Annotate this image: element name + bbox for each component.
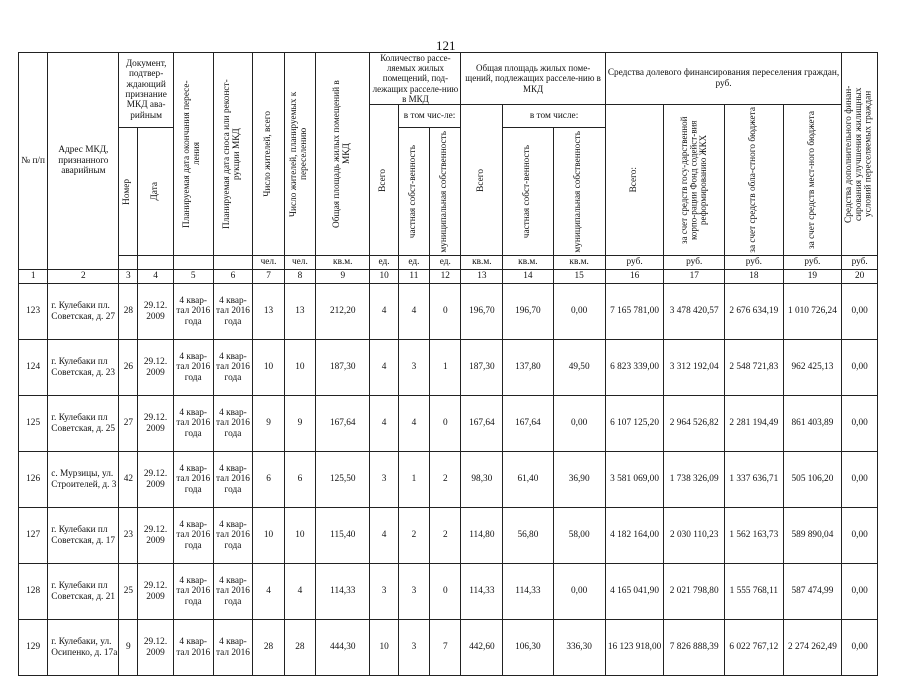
doc-number-cell: 9 — [119, 620, 138, 676]
total-area-cell: 167,64 — [316, 396, 370, 452]
row-number: 128 — [19, 564, 48, 620]
funds-fund-cell: 3 478 420,57 — [664, 284, 725, 340]
rooms-total-cell: 4 — [370, 508, 398, 564]
funds-fund-cell: 2 030 110,23 — [664, 508, 725, 564]
area-total-cell: 442,60 — [461, 620, 503, 676]
page-number: 121 — [436, 38, 456, 53]
planned-end-cell: 4 квар-тал 2016 года — [173, 564, 213, 620]
header-area-incl: в том числе: — [503, 105, 606, 128]
doc-date-cell: 29.12. 2009 — [138, 284, 174, 340]
area-municipal-cell: 0,00 — [553, 564, 605, 620]
unit-cell: кв.м. — [461, 256, 503, 270]
col-number: 2 — [48, 270, 119, 284]
col-number: 14 — [503, 270, 553, 284]
area-municipal-cell: 0,00 — [553, 284, 605, 340]
funds-local-cell: 587 474,99 — [783, 564, 842, 620]
residents-total-cell: 28 — [253, 620, 284, 676]
header-area-total: Всего — [461, 105, 503, 256]
total-area-cell: 444,30 — [316, 620, 370, 676]
doc-date-cell: 29.12. 2009 — [138, 452, 174, 508]
header-doc-number: Номер — [119, 127, 138, 255]
planned-demolition-cell: 4 квар-тал 2016 года — [213, 564, 253, 620]
extra-funds-cell: 0,00 — [842, 340, 878, 396]
rooms-private-cell: 4 — [398, 396, 429, 452]
col-number: 5 — [173, 270, 213, 284]
resettlement-table — [18, 52, 878, 676]
rooms-total-cell: 3 — [370, 564, 398, 620]
area-private-cell: 114,33 — [503, 564, 553, 620]
address-cell: г. Кулебаки пл Советская, д. 21 — [48, 564, 119, 620]
total-area-cell: 212,20 — [316, 284, 370, 340]
rooms-private-cell: 4 — [398, 284, 429, 340]
rooms-total-cell: 4 — [370, 396, 398, 452]
rooms-private-cell: 3 — [398, 620, 429, 676]
residents-total-cell: 4 — [253, 564, 284, 620]
funds-total-cell: 3 581 069,00 — [605, 452, 664, 508]
extra-funds-cell: 0,00 — [842, 396, 878, 452]
col-number: 7 — [253, 270, 284, 284]
area-municipal-cell: 0,00 — [553, 396, 605, 452]
doc-date-cell: 29.12. 2009 — [138, 564, 174, 620]
funds-local-cell: 2 274 262,49 — [783, 620, 842, 676]
doc-number-cell: 42 — [119, 452, 138, 508]
area-municipal-cell: 36,90 — [553, 452, 605, 508]
column-number-row — [19, 270, 878, 284]
funds-region-cell: 2 676 634,19 — [725, 284, 784, 340]
header-rooms-total: Всего — [370, 105, 398, 256]
funds-total-cell: 7 165 781,00 — [605, 284, 664, 340]
funds-total-cell: 6 823 339,00 — [605, 340, 664, 396]
funds-fund-cell: 2 964 526,82 — [664, 396, 725, 452]
header-funds-local: за счет средств мест-ного бюджета — [783, 105, 842, 256]
planned-end-cell: 4 квар-тал 2016 года — [173, 284, 213, 340]
address-cell: с. Мурзицы, ул. Строителей, д. 3 — [48, 452, 119, 508]
planned-demolition-cell: 4 квар-тал 2016 — [213, 620, 253, 676]
doc-number-cell: 23 — [119, 508, 138, 564]
residents-total-cell: 10 — [253, 340, 284, 396]
table-row — [19, 620, 878, 676]
rooms-total-cell: 4 — [370, 340, 398, 396]
area-private-cell: 167,64 — [503, 396, 553, 452]
rooms-total-cell: 4 — [370, 284, 398, 340]
planned-end-cell: 4 квар-тал 2016 года — [173, 340, 213, 396]
address-cell: г. Кулебаки пл Советская, д. 17 — [48, 508, 119, 564]
row-number: 125 — [19, 396, 48, 452]
rooms-private-cell: 3 — [398, 340, 429, 396]
funds-region-cell: 2 281 194,49 — [725, 396, 784, 452]
unit-cell: кв.м. — [553, 256, 605, 270]
funds-total-cell: 4 182 164,00 — [605, 508, 664, 564]
residents-planned-cell: 10 — [284, 340, 315, 396]
col-number: 18 — [725, 270, 784, 284]
area-private-cell: 106,30 — [503, 620, 553, 676]
residents-planned-cell: 28 — [284, 620, 315, 676]
address-cell: г. Кулебаки, ул. Осипенко, д. 17а — [48, 620, 119, 676]
rooms-municipal-cell: 2 — [430, 508, 461, 564]
residents-planned-cell: 9 — [284, 396, 315, 452]
funds-total-cell: 16 123 918,00 — [605, 620, 664, 676]
rooms-total-cell: 10 — [370, 620, 398, 676]
header-funds-fund: за счет средств госу-дарственной корпо-рации Фонд содейст-вия реформированию ЖКХ — [664, 105, 725, 256]
total-area-cell: 115,40 — [316, 508, 370, 564]
rooms-municipal-cell: 0 — [430, 564, 461, 620]
residents-planned-cell: 13 — [284, 284, 315, 340]
residents-total-cell: 9 — [253, 396, 284, 452]
col-number: 13 — [461, 270, 503, 284]
funds-local-cell: 505 106,20 — [783, 452, 842, 508]
table-row — [19, 452, 878, 508]
unit-cell: кв.м. — [503, 256, 553, 270]
header-residents-total: Число жителей, всего — [253, 53, 284, 256]
residents-planned-cell: 4 — [284, 564, 315, 620]
area-municipal-cell: 49,50 — [553, 340, 605, 396]
funds-fund-cell: 1 738 326,09 — [664, 452, 725, 508]
funds-region-cell: 1 562 163,73 — [725, 508, 784, 564]
header-address: Адрес МКД, признанного аварийным — [48, 53, 119, 270]
unit-cell: ед. — [398, 256, 429, 270]
header-rooms-count: Количество рассе-ляемых жилых помещений, под-лежащих расселе-нию в МКД — [370, 53, 461, 105]
unit-cell: руб. — [783, 256, 842, 270]
unit-cell: чел. — [253, 256, 284, 270]
col-number: 9 — [316, 270, 370, 284]
funds-region-cell: 1 337 636,71 — [725, 452, 784, 508]
header-doc-date: Дата — [138, 127, 174, 255]
header-residents-planned: Число жителей, планируемых к переселению — [284, 53, 315, 256]
funds-region-cell: 6 022 767,12 — [725, 620, 784, 676]
planned-demolition-cell: 4 квар-тал 2016 года — [213, 452, 253, 508]
row-number: 123 — [19, 284, 48, 340]
rooms-total-cell: 3 — [370, 452, 398, 508]
row-number: 126 — [19, 452, 48, 508]
total-area-cell: 114,33 — [316, 564, 370, 620]
area-total-cell: 196,70 — [461, 284, 503, 340]
funds-local-cell: 962 425,13 — [783, 340, 842, 396]
col-number: 10 — [370, 270, 398, 284]
area-private-cell: 137,80 — [503, 340, 553, 396]
extra-funds-cell: 0,00 — [842, 452, 878, 508]
unit-cell: чел. — [284, 256, 315, 270]
extra-funds-cell: 0,00 — [842, 564, 878, 620]
row-number: 129 — [19, 620, 48, 676]
unit-cell: ед. — [430, 256, 461, 270]
doc-date-cell: 29.12. 2009 — [138, 620, 174, 676]
header-rooms-private: частная собст-венность — [398, 127, 429, 255]
header-funds-region: за счет средств обла-стного бюджета — [725, 105, 784, 256]
extra-funds-cell: 0,00 — [842, 620, 878, 676]
header-extra-funds: Средства дополнительного финан-сирования улучшения жилищных условий переселяемых граждан — [842, 53, 878, 256]
unit-cell: кв.м. — [316, 256, 370, 270]
col-number: 12 — [430, 270, 461, 284]
rooms-private-cell: 1 — [398, 452, 429, 508]
table-row — [19, 284, 878, 340]
table-row — [19, 396, 878, 452]
doc-number-cell: 27 — [119, 396, 138, 452]
funds-region-cell: 2 548 721,83 — [725, 340, 784, 396]
doc-date-cell: 29.12. 2009 — [138, 396, 174, 452]
residents-total-cell: 13 — [253, 284, 284, 340]
planned-demolition-cell: 4 квар-тал 2016 года — [213, 396, 253, 452]
residents-total-cell: 10 — [253, 508, 284, 564]
funds-fund-cell: 2 021 798,80 — [664, 564, 725, 620]
address-cell: г. Кулебаки пл Советская, д. 25 — [48, 396, 119, 452]
planned-end-cell: 4 квар-тал 2016 года — [173, 396, 213, 452]
header-planned-demolition: Планируемая дата сноса или реконст-рукции МКД — [213, 53, 253, 256]
total-area-cell: 187,30 — [316, 340, 370, 396]
area-total-cell: 98,30 — [461, 452, 503, 508]
funds-fund-cell: 3 312 192,04 — [664, 340, 725, 396]
rooms-municipal-cell: 1 — [430, 340, 461, 396]
col-number: 11 — [398, 270, 429, 284]
planned-end-cell: 4 квар-тал 2016 года — [173, 508, 213, 564]
doc-number-cell: 28 — [119, 284, 138, 340]
col-number: 19 — [783, 270, 842, 284]
funds-local-cell: 589 890,04 — [783, 508, 842, 564]
funds-total-cell: 4 165 041,90 — [605, 564, 664, 620]
doc-date-cell: 29.12. 2009 — [138, 340, 174, 396]
area-total-cell: 114,80 — [461, 508, 503, 564]
address-cell: г. Кулебаки пл. Советская, д. 27 — [48, 284, 119, 340]
units-row — [19, 256, 878, 270]
area-private-cell: 56,80 — [503, 508, 553, 564]
header-area-group: Общая площадь жилых поме-щений, подлежащих расселе-нию в МКД — [461, 53, 605, 105]
header-total-area: Общая площадь жилых помещений в МКД — [316, 53, 370, 256]
col-number: 16 — [605, 270, 664, 284]
unit-cell: руб. — [664, 256, 725, 270]
funds-region-cell: 1 555 768,11 — [725, 564, 784, 620]
header-num: № п/п — [19, 53, 48, 270]
area-total-cell: 167,64 — [461, 396, 503, 452]
planned-end-cell: 4 квар-тал 2016 — [173, 620, 213, 676]
rooms-municipal-cell: 0 — [430, 284, 461, 340]
residents-planned-cell: 10 — [284, 508, 315, 564]
unit-cell: руб. — [842, 256, 878, 270]
doc-date-cell: 29.12. 2009 — [138, 508, 174, 564]
header-rooms-incl: в том чис-ле: — [398, 105, 461, 128]
planned-demolition-cell: 4 квар-тал 2016 года — [213, 508, 253, 564]
rooms-private-cell: 3 — [398, 564, 429, 620]
area-total-cell: 114,33 — [461, 564, 503, 620]
col-number: 20 — [842, 270, 878, 284]
rooms-private-cell: 2 — [398, 508, 429, 564]
planned-demolition-cell: 4 квар-тал 2016 года — [213, 284, 253, 340]
area-municipal-cell: 58,00 — [553, 508, 605, 564]
header-document: Документ, подтвер-ждающий признание МКД ава-рийным — [119, 53, 173, 128]
header-funds-group: Средства долевого финансирования переселения граждан, руб. — [605, 53, 841, 105]
planned-demolition-cell: 4 квар-тал 2016 года — [213, 340, 253, 396]
extra-funds-cell: 0,00 — [842, 508, 878, 564]
doc-number-cell: 25 — [119, 564, 138, 620]
header-rooms-municipal: муниципальная собственность — [430, 127, 461, 255]
funds-local-cell: 1 010 726,24 — [783, 284, 842, 340]
col-number: 3 — [119, 270, 138, 284]
rooms-municipal-cell: 0 — [430, 396, 461, 452]
area-private-cell: 196,70 — [503, 284, 553, 340]
funds-fund-cell: 7 826 888,39 — [664, 620, 725, 676]
unit-cell: ед. — [370, 256, 398, 270]
col-number: 15 — [553, 270, 605, 284]
header-area-private: частная собст-венность — [503, 127, 553, 255]
header-area-municipal: муниципальная собственность — [553, 127, 605, 255]
extra-funds-cell: 0,00 — [842, 284, 878, 340]
col-number: 6 — [213, 270, 253, 284]
funds-total-cell: 6 107 125,20 — [605, 396, 664, 452]
planned-end-cell: 4 квар-тал 2016 года — [173, 452, 213, 508]
col-number: 17 — [664, 270, 725, 284]
table-row — [19, 508, 878, 564]
rooms-municipal-cell: 7 — [430, 620, 461, 676]
area-total-cell: 187,30 — [461, 340, 503, 396]
header-funds-total: Всего: — [605, 105, 664, 256]
rooms-municipal-cell: 2 — [430, 452, 461, 508]
table-row — [19, 340, 878, 396]
area-municipal-cell: 336,30 — [553, 620, 605, 676]
row-number: 127 — [19, 508, 48, 564]
row-number: 124 — [19, 340, 48, 396]
unit-cell: руб. — [605, 256, 664, 270]
residents-planned-cell: 6 — [284, 452, 315, 508]
table-row — [19, 564, 878, 620]
col-number: 4 — [138, 270, 174, 284]
doc-number-cell: 26 — [119, 340, 138, 396]
unit-cell: руб. — [725, 256, 784, 270]
residents-total-cell: 6 — [253, 452, 284, 508]
col-number: 1 — [19, 270, 48, 284]
area-private-cell: 61,40 — [503, 452, 553, 508]
total-area-cell: 125,50 — [316, 452, 370, 508]
address-cell: г. Кулебаки пл Советская, д. 23 — [48, 340, 119, 396]
funds-local-cell: 861 403,89 — [783, 396, 842, 452]
header-planned-end: Планируемая дата окончания пересе-ления — [173, 53, 213, 256]
col-number: 8 — [284, 270, 315, 284]
